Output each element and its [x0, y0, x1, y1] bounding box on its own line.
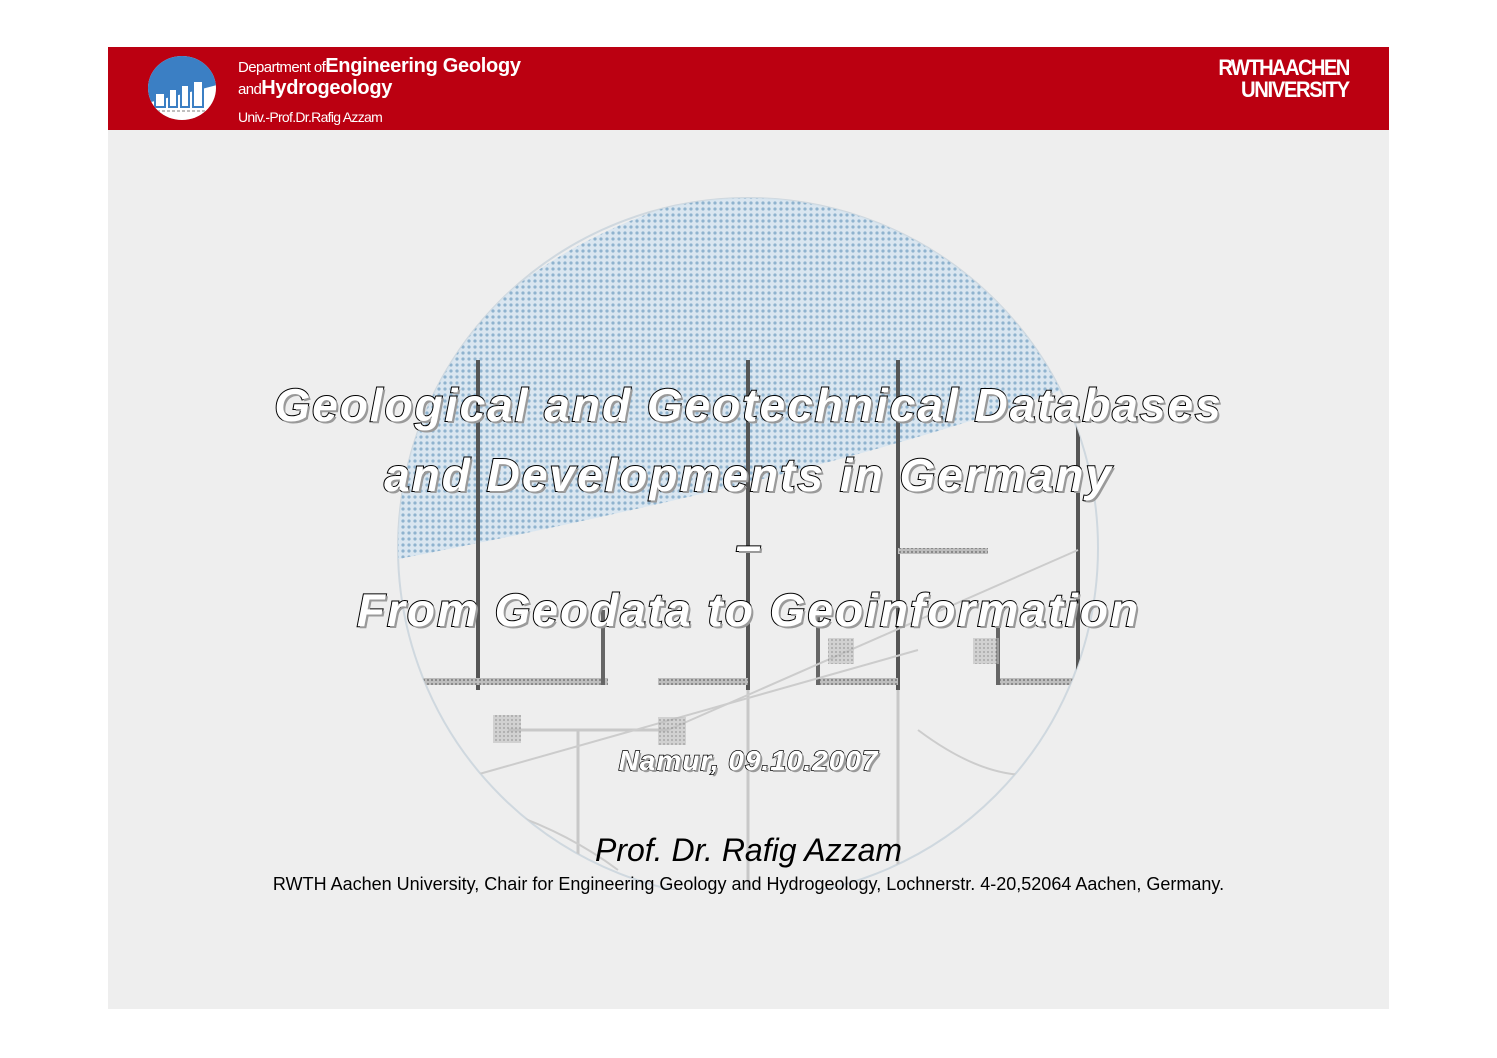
university-logo-line2: UNIVERSITY [1241, 77, 1349, 102]
author-name: Prof. Dr. Rafig Azzam [594, 832, 903, 868]
title-line-2: and Developments in Germany [384, 449, 1113, 501]
university-logo [1207, 57, 1349, 101]
university-logo-line1: RWTHAACHEN [1218, 55, 1349, 80]
dept-name-2: Hydrogeology [261, 77, 393, 99]
department-logo-icon [147, 55, 217, 121]
place-date: Namur, 09.10.2007 [618, 745, 879, 776]
title-separator: – [735, 519, 762, 571]
header-bar [108, 47, 1389, 130]
author-affiliation: RWTH Aachen University, Chair for Engineering Geology and Hydrogeology, Lochnerstr. 4-20,52064 Aachen, Germany. [272, 874, 1225, 894]
professor-name: Univ.-Prof.Dr.Rafig Azzam [238, 109, 383, 125]
title-line-1: Geological and Geotechnical Databases [274, 379, 1223, 431]
dept-name-1: Engineering Geology [325, 55, 521, 77]
dept-prefix: Department of [238, 59, 326, 76]
department-name [238, 56, 521, 100]
dept-and: and [238, 81, 262, 98]
title-line-3: From Geodata to Geoinformation [356, 584, 1141, 636]
